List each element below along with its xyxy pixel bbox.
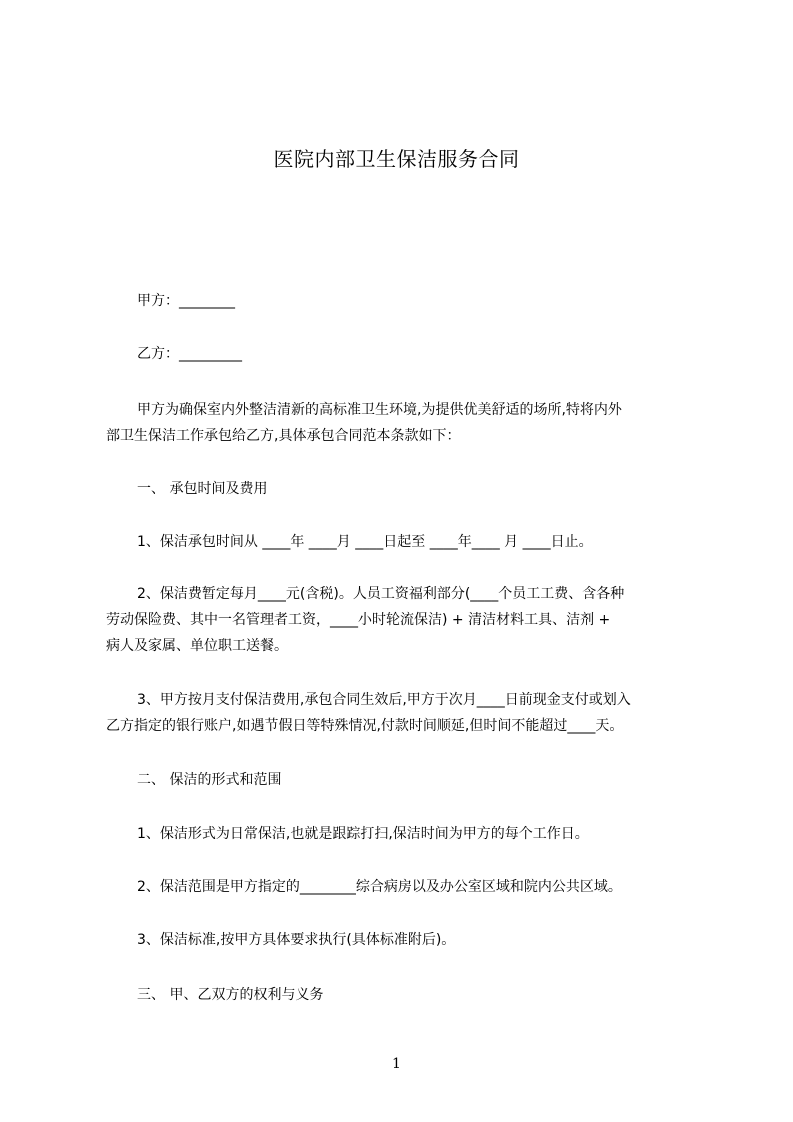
section-2-heading: 二、 保洁的形式和范围 — [137, 772, 282, 788]
section-3-heading: 三、 甲、乙双方的权利与义务 — [137, 987, 324, 1003]
section-2-item-3: 3、保洁标准,按甲方具体要求执行(具体标准附后)。 — [137, 932, 456, 948]
party-b-line: 乙方：_________ — [137, 346, 242, 362]
section-1-item-1: 1、保洁承包时间从 ____年 ____月 ____日起至 ____年____ 月 ____日止。 — [137, 534, 593, 550]
section-1-item-2-line-2: 劳动保险费、其中一名管理者工资，____小时轮流保洁) + 清洁材料工具、洁剂 + — [106, 612, 611, 628]
section-1-item-2-line-3: 病人及家属、单位职工送餐。 — [106, 638, 288, 654]
section-1-item-3-line-2: 乙方指定的银行账户,如遇节假日等特殊情况,付款时间顺延,但时间不能超过____天。 — [106, 718, 624, 734]
section-1-heading: 一、 承包时间及费用 — [137, 481, 268, 497]
document-title: 医院内部卫生保洁服务合同 — [273, 147, 520, 171]
section-1-item-3-line-1: 3、甲方按月支付保洁费用,承包合同生效后,甲方于次月____日前现金支付或划入 — [137, 692, 631, 708]
intro-paragraph-line-1: 甲方为确保室内外整洁清新的高标准卫生环境,为提供优美舒适的场所,特将内外 — [137, 402, 622, 418]
section-2-item-2: 2、保洁范围是甲方指定的________综合病房以及办公室区域和院内公共区域。 — [137, 879, 622, 895]
page-number: 1 — [392, 1056, 401, 1072]
party-a-line: 甲方：________ — [137, 293, 235, 309]
section-2-item-1: 1、保洁形式为日常保洁,也就是跟踪打扫,保洁时间为甲方的每个工作日。 — [137, 826, 589, 842]
section-1-item-2-line-1: 2、保洁费暂定每月____元(含税)。人员工资福利部分(____个员工工费、含各种 — [137, 586, 625, 602]
intro-paragraph-line-2: 部卫生保洁工作承包给乙方,具体承包合同范本条款如下： — [106, 428, 461, 444]
